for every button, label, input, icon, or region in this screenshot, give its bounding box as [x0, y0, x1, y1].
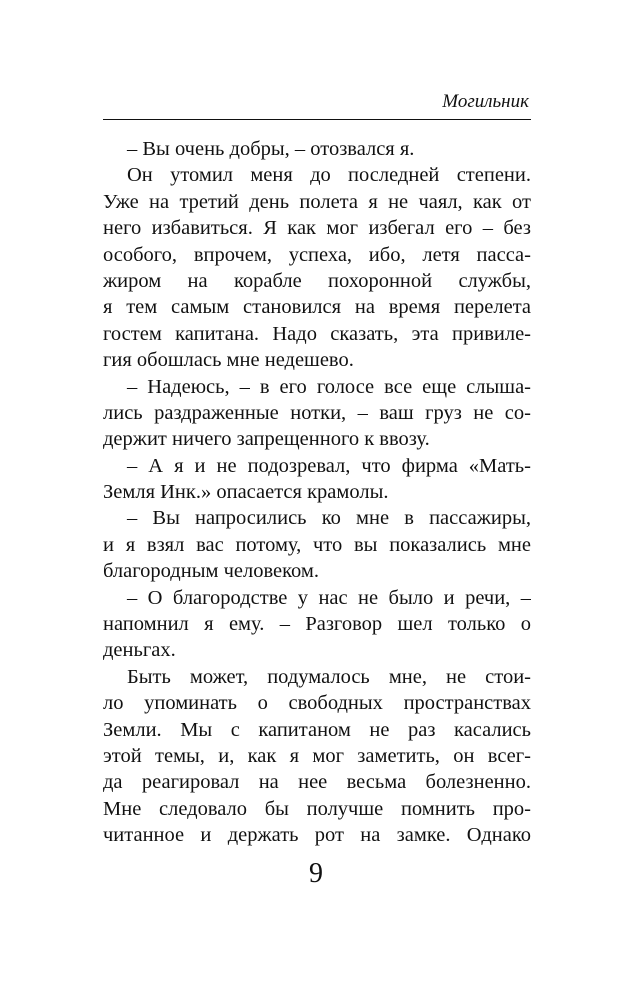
- text-line: Уже на третий день полета я не чаял, как от: [103, 190, 531, 213]
- text-line: благородным человеком.: [103, 560, 320, 583]
- text-line: жиром на корабле похоронной службы,: [103, 269, 531, 292]
- text-line: Быть может, подумалось мне, не стои-: [127, 665, 531, 688]
- running-header-title: Могильник: [442, 91, 529, 112]
- header-divider: [103, 119, 531, 120]
- text-line: я тем самым становился на время перелета: [103, 296, 531, 319]
- text-line: – Надеюсь, – в его голосе все еще слыша-: [127, 375, 531, 398]
- text-line: Он утомил меня до последней степени.: [127, 164, 531, 187]
- text-line: Земля Инк.» опасается крамолы.: [103, 481, 389, 504]
- text-line: деньгах.: [103, 639, 176, 662]
- text-line: гостем капитана. Надо сказать, эта привиле-: [103, 322, 531, 345]
- text-line: читанное и держать рот на замке. Однако: [103, 824, 531, 847]
- text-line: напомнил я ему. – Разговор шел только о: [103, 613, 531, 636]
- text-line: этой темы, и, как я мог заметить, он всег-: [103, 744, 531, 767]
- text-line: – О благородстве у нас не было и речи, –: [127, 586, 531, 609]
- text-line: – Вы напросились ко мне в пассажиры,: [127, 507, 531, 530]
- text-line: – А я и не подозревал, что фирма «Мать-: [127, 454, 531, 477]
- text-line: держит ничего запрещенного к ввозу.: [103, 428, 430, 451]
- text-line: гия обошлась мне недешево.: [103, 349, 354, 372]
- text-line: него избавиться. Я как мог избегал его – без: [103, 217, 531, 240]
- text-line: – Вы очень добры, – отозвался я.: [127, 138, 415, 160]
- text-line: Земли. Мы с капитаном не раз касались: [103, 718, 531, 741]
- text-line: особого, впрочем, успеха, ибо, летя пасса-: [103, 243, 531, 266]
- text-line: ло упоминать о свободных пространствах: [103, 692, 531, 715]
- text-line: да реагировал на нее весьма болезненно.: [103, 771, 531, 794]
- text-line: и я взял вас потому, что вы показались мне: [103, 533, 531, 556]
- text-line: Мне следовало бы получше помнить про-: [103, 797, 531, 820]
- page-number: 9: [309, 858, 323, 889]
- body-text: [103, 136, 531, 849]
- text-line: лись раздраженные нотки, – ваш груз не со-: [103, 401, 531, 424]
